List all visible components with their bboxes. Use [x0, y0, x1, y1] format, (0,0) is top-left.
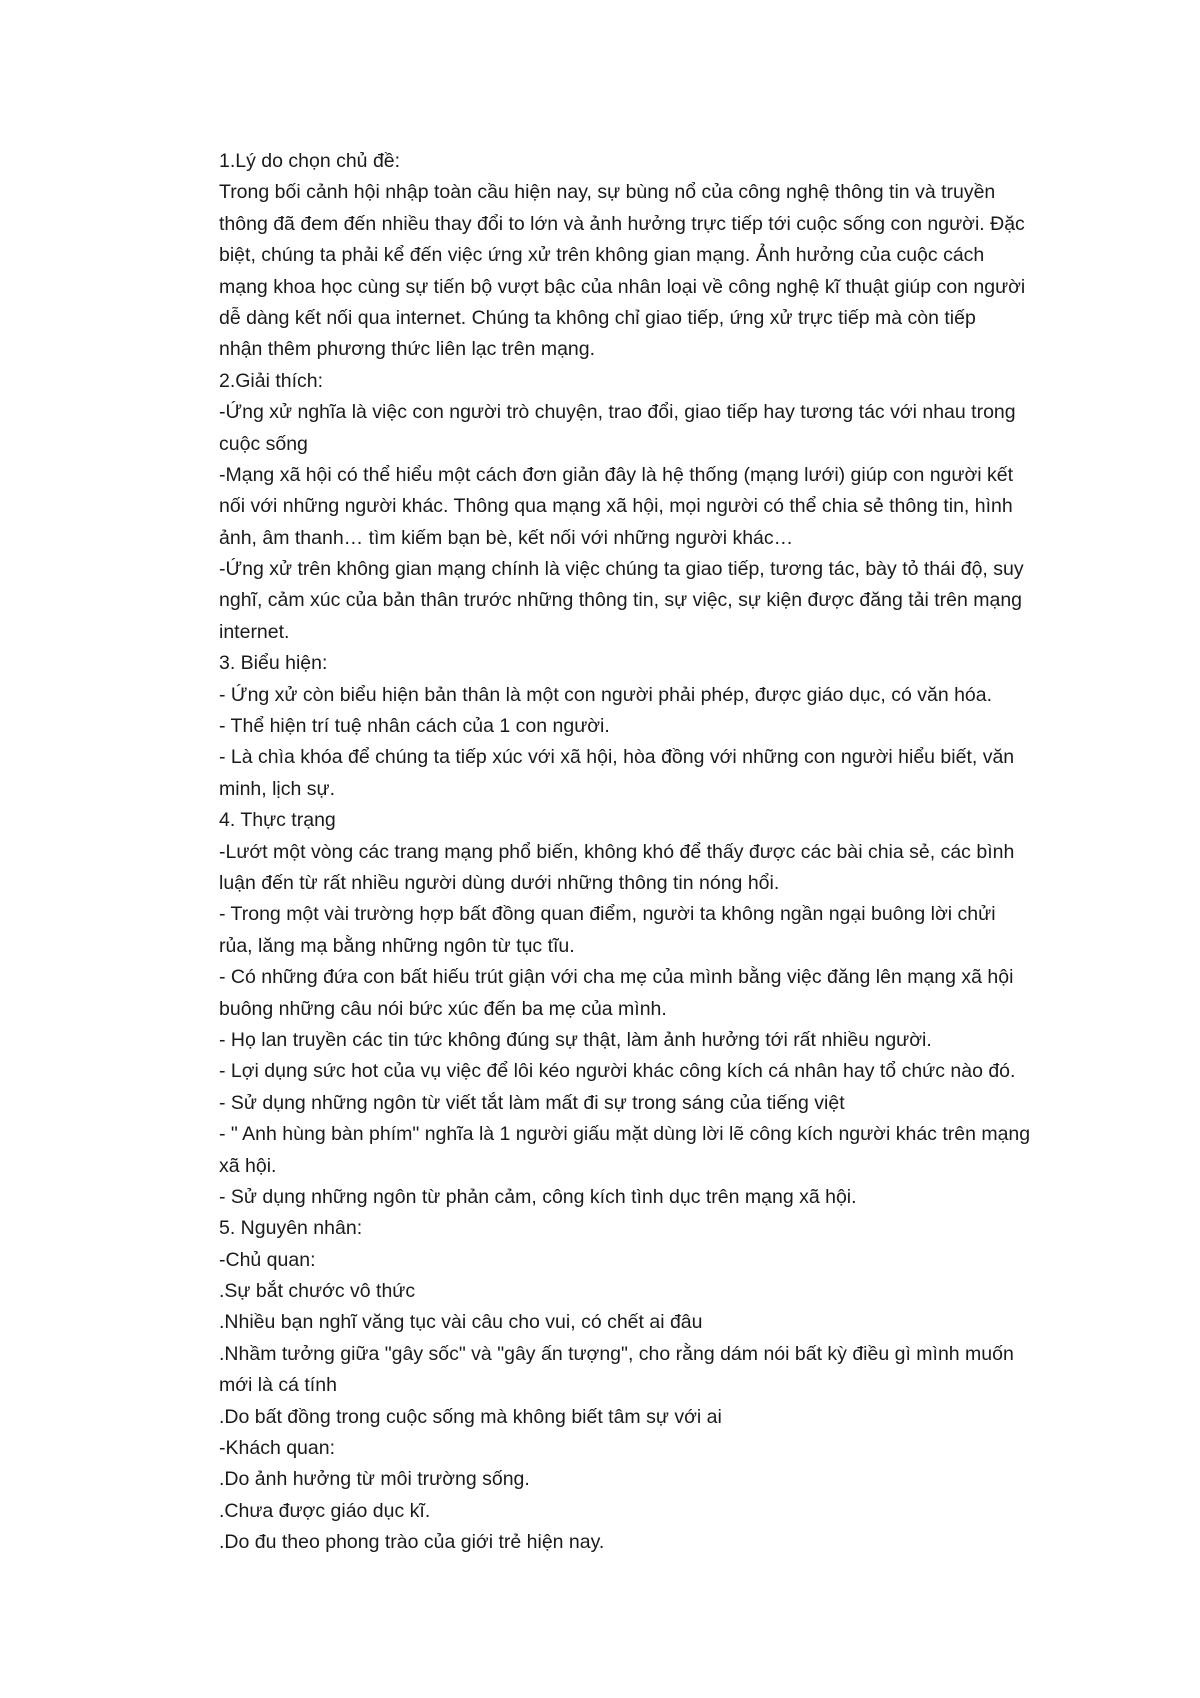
list-item: rủa, lăng mạ bằng những ngôn từ tục tĩu. [219, 934, 575, 957]
subheading-khach-quan: -Khách quan: [219, 1437, 336, 1460]
list-item: - Sử dụng những ngôn từ phản cảm, công kích tình dục trên mạng xã hội. [219, 1185, 857, 1208]
section-heading-giai-thich: 2.Giải thích: [219, 369, 324, 392]
paragraph-line: Trong bối cảnh hội nhập toàn cầu hiện nay, sự bùng nổ của công nghệ thông tin và truyền [219, 181, 996, 204]
section-heading-ly-do: 1.Lý do chọn chủ đề: [219, 150, 401, 172]
list-item: buông những câu nói bức xúc đến ba mẹ của mình. [219, 997, 667, 1020]
list-item: .Do ảnh hưởng từ môi trường sống. [219, 1468, 530, 1491]
list-item: - " Anh hùng bàn phím" nghĩa là 1 người giấu mặt dùng lời lẽ công kích người khác trên mạng [219, 1123, 1031, 1146]
list-item: - Có những đứa con bất hiếu trút giận với cha mẹ của mình bằng việc đăng lên mạng xã hội [219, 966, 1014, 989]
list-item: - Lợi dụng sức hot của vụ việc để lôi kéo người khác công kích cá nhân hay tổ chức nào đó. [219, 1060, 1016, 1083]
list-item: - Là chìa khóa để chúng ta tiếp xúc với xã hội, hòa đồng với những con người hiểu biết, văn [219, 746, 1015, 769]
paragraph-line: ảnh, âm thanh… tìm kiếm bạn bè, kết nối với những người khác… [219, 526, 794, 549]
list-item: .Do đu theo phong trào của giới trẻ hiện nay. [219, 1531, 605, 1554]
list-item: luận đến từ rất nhiều người dùng dưới những thông tin nóng hổi. [219, 871, 780, 894]
list-item: - Sử dụng những ngôn từ viết tắt làm mất đi sự trong sáng của tiếng việt [219, 1091, 845, 1114]
list-item: -Lướt một vòng các trang mạng phổ biến, không khó để thấy được các bài chia sẻ, các bình [219, 840, 1015, 863]
list-item: mới là cá tính [219, 1374, 337, 1397]
list-item: .Chưa được giáo dục kĩ. [219, 1499, 431, 1522]
section-heading-thuc-trang: 4. Thực trạng [219, 809, 336, 832]
paragraph-line: mạng khoa học cùng sự tiến bộ vượt bậc của nhân loại về công nghệ kĩ thuật giúp con người [219, 275, 1026, 298]
subheading-chu-quan: -Chủ quan: [219, 1248, 316, 1271]
paragraph-line: nhận thêm phương thức liên lạc trên mạng. [219, 338, 596, 361]
list-item: .Do bất đồng trong cuộc sống mà không biết tâm sự với ai [219, 1405, 722, 1428]
paragraph-line: nối với những người khác. Thông qua mạng xã hội, mọi người có thể chia sẻ thông tin, hình [219, 495, 1013, 518]
list-item: .Sự bắt chước vô thức [219, 1280, 416, 1303]
paragraph-line: thông đã đem đến nhiều thay đổi to lớn và ảnh hưởng trực tiếp tới cuộc sống con người. Đặc [219, 212, 1025, 235]
paragraph-line: cuộc sống [219, 432, 308, 455]
paragraph-line: -Mạng xã hội có thể hiểu một cách đơn giản đây là hệ thống (mạng lưới) giúp con người kết [219, 463, 1013, 486]
section-heading-bieu-hien: 3. Biểu hiện: [219, 652, 328, 675]
paragraph-line: dễ dàng kết nối qua internet. Chúng ta không chỉ giao tiếp, ứng xử trực tiếp mà còn tiếp [219, 306, 976, 329]
paragraph-line: biệt, chúng ta phải kể đến việc ứng xử trên không gian mạng. Ảnh hưởng của cuộc cách [219, 244, 985, 267]
list-item: - Họ lan truyền các tin tức không đúng sự thật, làm ảnh hưởng tới rất nhiều người. [219, 1028, 932, 1051]
paragraph-line: -Ứng xử nghĩa là việc con người trò chuyện, trao đổi, giao tiếp hay tương tác với nhau trong [219, 401, 1016, 424]
list-item: xã hội. [219, 1154, 277, 1177]
document-body [219, 146, 1071, 1559]
paragraph-line: -Ứng xử trên không gian mạng chính là việc chúng ta giao tiếp, tương tác, bày tỏ thái độ, suy [219, 558, 1024, 581]
list-item: - Thể hiện trí tuệ nhân cách của 1 con người. [219, 715, 610, 738]
list-item: - Trong một vài trường hợp bất đồng quan điểm, người ta không ngần ngại buông lời chửi [219, 903, 996, 926]
paragraph-line: nghĩ, cảm xúc của bản thân trước những thông tin, sự việc, sự kiện được đăng tải trên mạng [219, 589, 1023, 612]
list-item: .Nhiều bạn nghĩ văng tục vài câu cho vui, có chết ai đâu [219, 1311, 703, 1334]
paragraph-line: internet. [219, 620, 290, 643]
section-heading-nguyen-nhan: 5. Nguyên nhân: [219, 1217, 363, 1240]
list-item: .Nhầm tưởng giữa "gây sốc" và "gây ấn tượng", cho rằng dám nói bất kỳ điều gì mình muốn [219, 1342, 1014, 1365]
list-item: minh, lịch sự. [219, 777, 336, 800]
list-item: - Ứng xử còn biểu hiện bản thân là một con người phải phép, được giáo dục, có văn hóa. [219, 683, 993, 706]
